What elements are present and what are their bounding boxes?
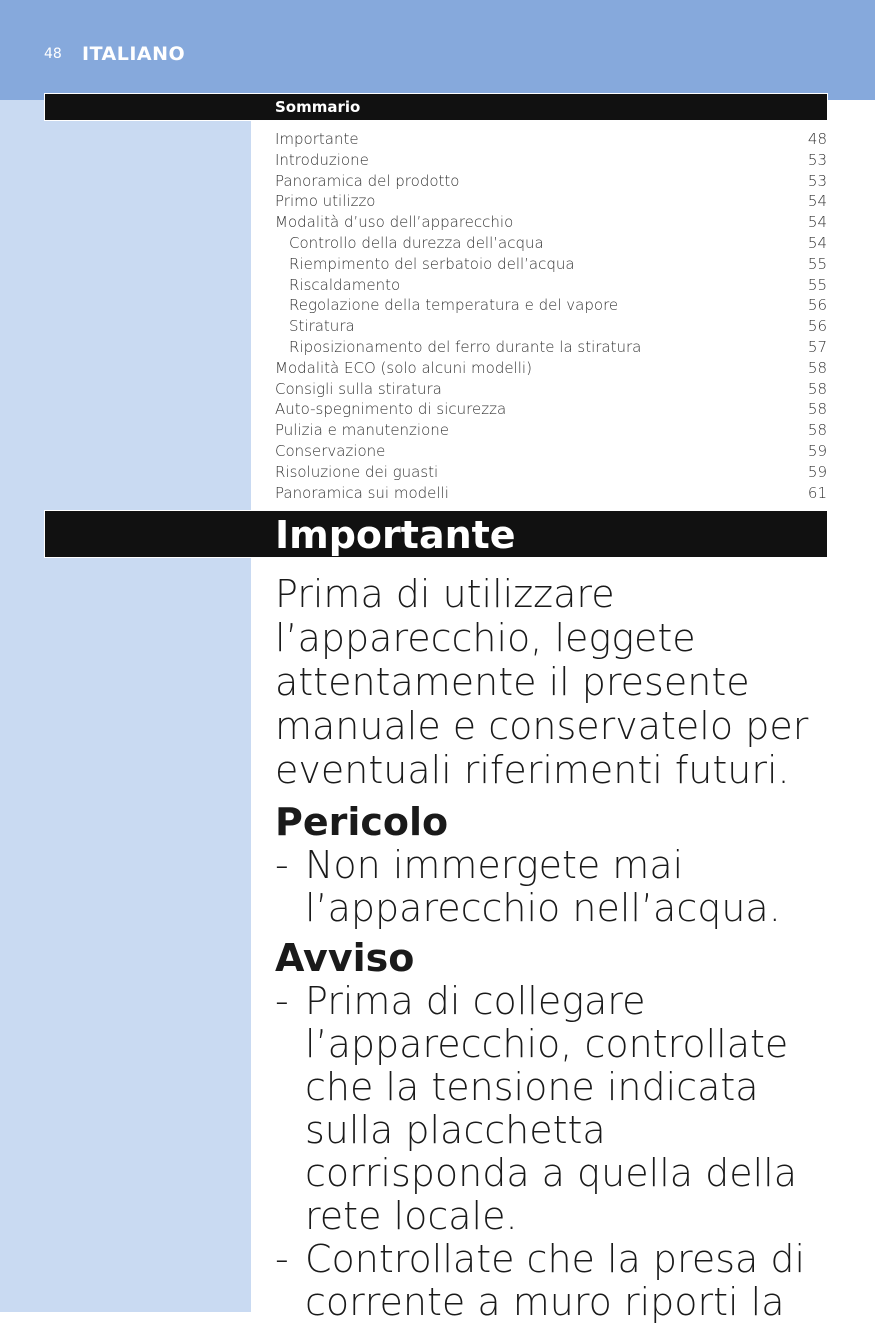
- toc-title-bar: [44, 93, 828, 121]
- table-of-contents: [275, 129, 827, 503]
- toc-entry-page: 55: [807, 254, 827, 273]
- toc-entry[interactable]: [275, 379, 827, 400]
- right-margin: [829, 100, 875, 1312]
- toc-subentry[interactable]: [275, 233, 827, 254]
- toc-entry-page: 54: [807, 213, 827, 232]
- section-body: [275, 572, 835, 1324]
- toc-entry-page: 48: [807, 130, 827, 148]
- toc-entry[interactable]: [275, 483, 827, 504]
- toc-subentry[interactable]: [275, 254, 827, 275]
- toc-entry-label: Introduzione: [275, 150, 369, 169]
- toc-entry[interactable]: [275, 358, 827, 379]
- bullet-text: Prima di collegare l’apparecchio, controllate che la tensione indicata sulla placchetta corrisponda a quella della rete locale.: [305, 979, 798, 1238]
- toc-entry-label: Modalità ECO (solo alcuni modelli): [275, 358, 532, 377]
- toc-subentry[interactable]: [275, 316, 827, 337]
- toc-entry-page: 59: [807, 441, 827, 460]
- toc-entry-page: 58: [807, 379, 827, 398]
- intro-paragraph: Prima di utilizzare l’apparecchio, leggete attentamente il presente manuale e conservatelo per eventuali riferimenti futuri.: [275, 572, 809, 792]
- toc-entry-label: Risoluzione dei guasti: [275, 462, 439, 481]
- toc-entry-label: Conservazione: [275, 441, 386, 460]
- toc-entry-label: Consigli sulla stiratura: [275, 379, 442, 398]
- toc-entry-label: Pulizia e manutenzione: [275, 421, 450, 440]
- side-column: [0, 100, 251, 1312]
- toc-entry-label: Riposizionamento del ferro durante la stiratura: [289, 337, 642, 356]
- section-title-bar: [44, 510, 828, 558]
- toc-entry-label: Importante: [275, 130, 359, 148]
- toc-subentry[interactable]: [275, 337, 827, 358]
- toc-title: Sommario: [275, 98, 361, 116]
- toc-entry[interactable]: [275, 171, 827, 192]
- toc-entry[interactable]: [275, 191, 827, 212]
- toc-entry-page: 58: [807, 421, 827, 440]
- toc-entry-label: Modalità d’uso dell’apparecchio: [275, 213, 514, 232]
- list-item: - Prima di collegare l’apparecchio, controllate che la tensione indicata sulla placchetta corrisponda a quella della rete locale.: [275, 980, 835, 1238]
- header-band: [0, 0, 875, 100]
- pericolo-heading: Pericolo: [275, 800, 449, 844]
- toc-entry-label: Riscaldamento: [289, 275, 401, 294]
- toc-entry[interactable]: [275, 150, 827, 171]
- toc-entry-page: 55: [807, 275, 827, 294]
- toc-entry-page: 53: [807, 150, 827, 169]
- toc-entry-label: Regolazione della temperatura e del vapore: [289, 296, 619, 315]
- toc-entry-label: Panoramica del prodotto: [275, 171, 460, 190]
- toc-entry[interactable]: [275, 462, 827, 483]
- page-number: 48: [44, 46, 62, 62]
- toc-entry-page: 59: [807, 462, 827, 481]
- toc-entry-label: Panoramica sui modelli: [275, 483, 449, 502]
- toc-entry-label: Auto-spegnimento di sicurezza: [275, 400, 507, 419]
- toc-entry-label: Controllo della durezza dell’acqua: [289, 233, 544, 252]
- list-item: - Controllate che la presa di corrente a muro riporti la: [275, 1238, 835, 1324]
- toc-entry-page: 53: [807, 171, 827, 190]
- toc-subentry[interactable]: [275, 275, 827, 296]
- toc-entry-page: 57: [807, 337, 827, 356]
- toc-entry-label: Stiratura: [289, 317, 355, 336]
- bullet-text: Controllate che la presa di corrente a muro riporti la: [305, 1237, 806, 1324]
- list-item: - Non immergete mai l’apparecchio nell’acqua.: [275, 844, 835, 930]
- toc-entry-label: Riempimento del serbatoio dell’acqua: [289, 254, 575, 273]
- bullet-text: Non immergete mai l’apparecchio nell’acqua.: [305, 843, 781, 930]
- toc-entry[interactable]: [275, 420, 827, 441]
- toc-entry[interactable]: [275, 441, 827, 462]
- avviso-heading: Avviso: [275, 936, 415, 980]
- toc-entry-label: Primo utilizzo: [275, 192, 376, 211]
- language-label: ITALIANO: [82, 43, 186, 65]
- toc-entry-page: 54: [807, 233, 827, 252]
- toc-entry-page: 56: [807, 317, 827, 336]
- toc-subentry[interactable]: [275, 295, 827, 316]
- toc-entry[interactable]: [275, 212, 827, 233]
- toc-entry-page: 58: [807, 358, 827, 377]
- toc-entry-page: 56: [807, 296, 827, 315]
- toc-entry[interactable]: [275, 399, 827, 420]
- section-title: Importante: [275, 513, 516, 557]
- toc-entry[interactable]: [275, 129, 827, 150]
- toc-entry-page: 58: [807, 400, 827, 419]
- toc-entry-page: 54: [807, 192, 827, 211]
- toc-entry-page: 61: [807, 483, 827, 502]
